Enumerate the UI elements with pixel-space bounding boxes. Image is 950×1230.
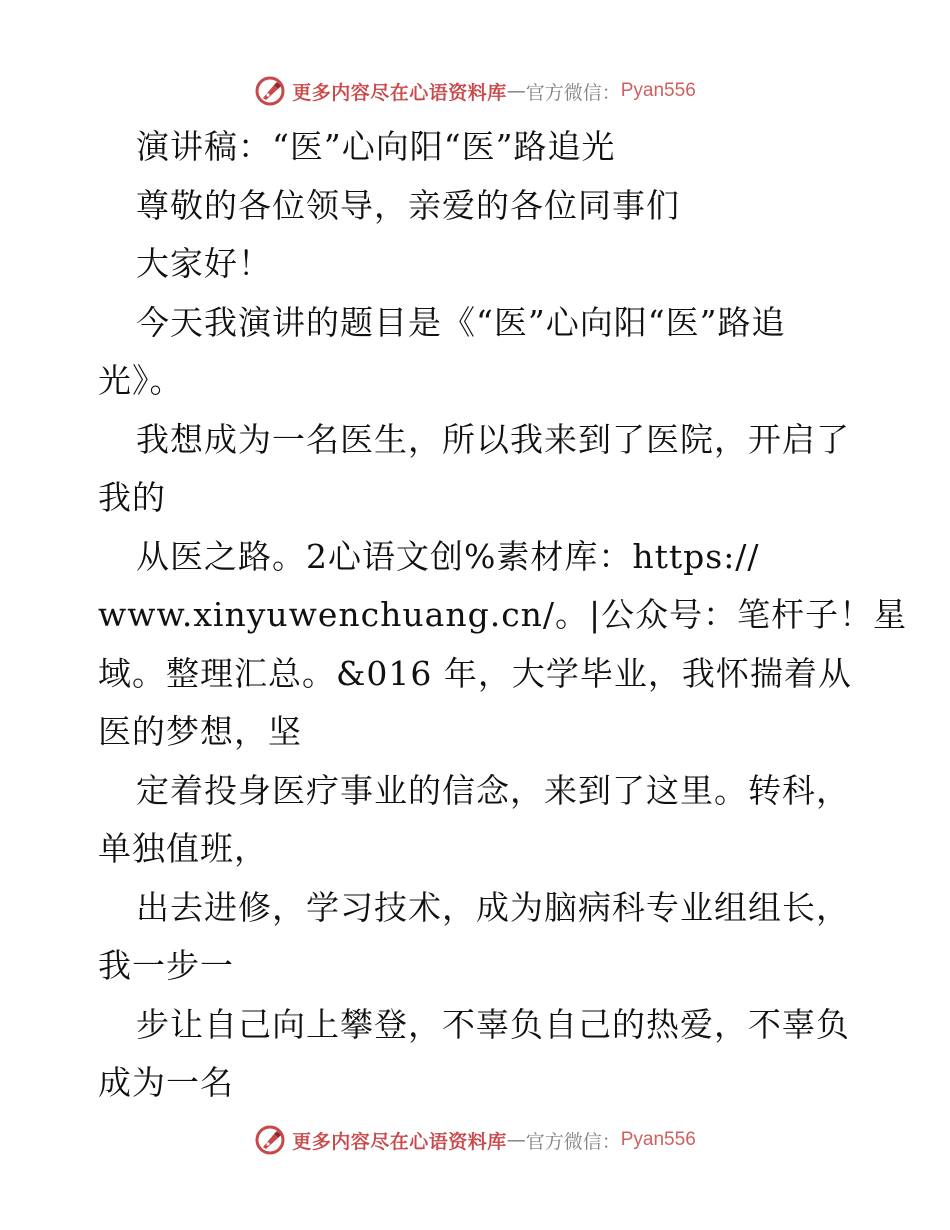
paragraph-line: 定着投身医疗事业的信念，来到了这里。转科， — [136, 770, 850, 810]
paragraph-line: 出去进修，学习技术，成为脑病科专业组组长， — [136, 887, 850, 927]
paragraph-line: 域。整理汇总。&016 年，大学毕业，我怀揣着从 — [98, 653, 852, 693]
header-watermark-banner — [0, 71, 950, 111]
footer-watermark-banner — [0, 1120, 950, 1160]
banner-main-text: 更多内容尽在心语资料库 — [292, 1130, 507, 1153]
paragraph-line: 成为一名 — [98, 1063, 234, 1102]
paragraph-line: 今天我演讲的题目是《“医”心向阳“医”路追 — [136, 302, 786, 342]
banner-main-text: 更多内容尽在心语资料库 — [292, 81, 507, 104]
paragraph-line: 从医之路。2心语文创%素材库：https:// — [136, 536, 760, 576]
paragraph-line: www.xinyuwenchuang.cn/。|公众号：笔杆子！星 — [98, 595, 908, 634]
paragraph-line: 医的梦想，坚 — [98, 712, 302, 751]
document-body — [98, 118, 908, 1113]
paragraph-line: 尊敬的各位领导，亲爱的各位同事们 — [136, 185, 680, 225]
banner-separator: — — [506, 80, 526, 102]
paragraph-line: 步让自己向上攀登，不辜负自己的热爱，不辜负 — [136, 1004, 850, 1044]
banner-wechat-label: 官方微信： — [525, 81, 621, 104]
paragraph-line: 光》。 — [98, 361, 184, 400]
banner-wechat-id: Pyan556 — [620, 1129, 696, 1150]
paragraph-line: 我的 — [98, 478, 166, 517]
banner-wechat-label: 官方微信： — [525, 1130, 621, 1153]
paragraph-line: 我想成为一名医生，所以我来到了医院，开启了 — [136, 419, 850, 459]
pen-nib-logo-icon — [254, 1124, 286, 1156]
paragraph-line: 单独值班， — [98, 829, 268, 868]
banner-wechat-id: Pyan556 — [620, 80, 696, 101]
document-title: 演讲稿：“医”心向阳“医”路追光 — [136, 127, 616, 166]
banner-separator: — — [506, 1129, 526, 1151]
pen-nib-logo-icon — [254, 75, 286, 107]
paragraph-line: 我一步一 — [98, 946, 234, 985]
paragraph-line: 大家好！ — [136, 244, 272, 283]
